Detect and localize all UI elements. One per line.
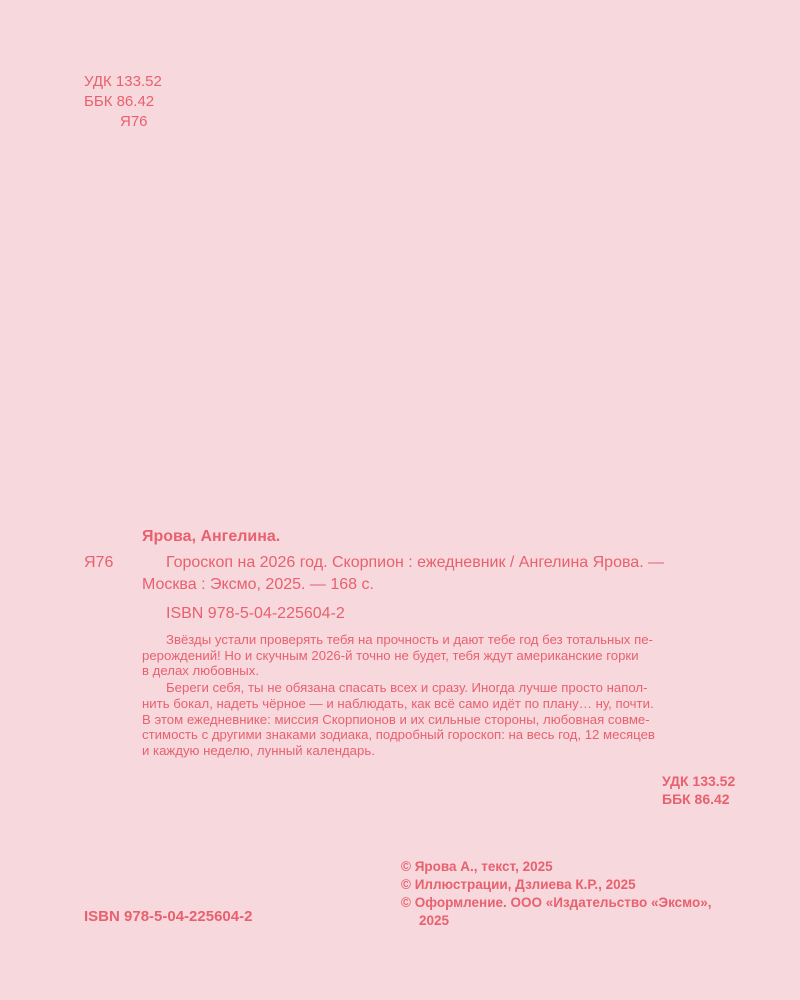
copyright-illustrations: © Иллюстрации, Дзлиева К.Р., 2025 bbox=[401, 877, 636, 892]
udk-code: УДК 133.52 bbox=[84, 73, 162, 90]
annotation-line: в делах любовных. bbox=[142, 663, 260, 679]
bbk-code: ББК 86.42 bbox=[84, 93, 155, 110]
annotation-paragraph-1 bbox=[142, 632, 745, 679]
annotation-line: Звёзды устали проверять тебя на прочность и дают тебе год без тотальных пе- bbox=[166, 632, 653, 647]
isbn: ISBN 978-5-04-225604-2 bbox=[166, 605, 345, 622]
udk-code: УДК 133.52 bbox=[662, 773, 736, 789]
title-line-2: Москва : Эксмо, 2025. — 168 с. bbox=[142, 576, 374, 593]
isbn-footer: ISBN 978-5-04-225604-2 bbox=[84, 908, 253, 925]
annotation-line: В этом ежедневнике: миссия Скорпионов и их сильные стороны, любовная совме- bbox=[142, 711, 650, 727]
copyright-text: © Ярова А., текст, 2025 bbox=[401, 859, 553, 874]
author-sign: Я76 bbox=[84, 554, 114, 571]
author-name: Ярова, Ангелина. bbox=[142, 528, 281, 545]
annotation-line: Береги себя, ты не обязана спасать всех и сразу. Иногда лучше просто напол- bbox=[166, 680, 648, 696]
annotation bbox=[142, 632, 745, 760]
title-line-1: Гороскоп на 2026 год. Скорпион : ежедневник / Ангелина Ярова. — bbox=[166, 554, 665, 571]
annotation-paragraph-2 bbox=[142, 680, 745, 759]
copyright-block bbox=[401, 858, 712, 930]
copyright-design: © Оформление. ООО «Издательство «Эксмо», bbox=[401, 895, 712, 910]
top-classification-codes bbox=[84, 72, 162, 132]
annotation-line: и каждую неделю, лунный календарь. bbox=[142, 742, 375, 758]
author-mark: Я76 bbox=[120, 113, 148, 130]
copyright-design-year: 2025 bbox=[419, 913, 450, 928]
annotation-line: рерождений! Но и скучным 2026-й точно не будет, тебя ждут американские горки bbox=[142, 647, 639, 663]
annotation-line: стимость с другими знаками зодиака, подробный гороскоп: на весь год, 12 месяцев bbox=[142, 727, 655, 743]
bottom-classification-codes bbox=[662, 772, 735, 808]
bbk-code: ББК 86.42 bbox=[662, 791, 730, 807]
annotation-line: нить бокал, надеть чёрное — и наблюдать, как всё само идёт по плану… ну, почти. bbox=[142, 695, 654, 711]
